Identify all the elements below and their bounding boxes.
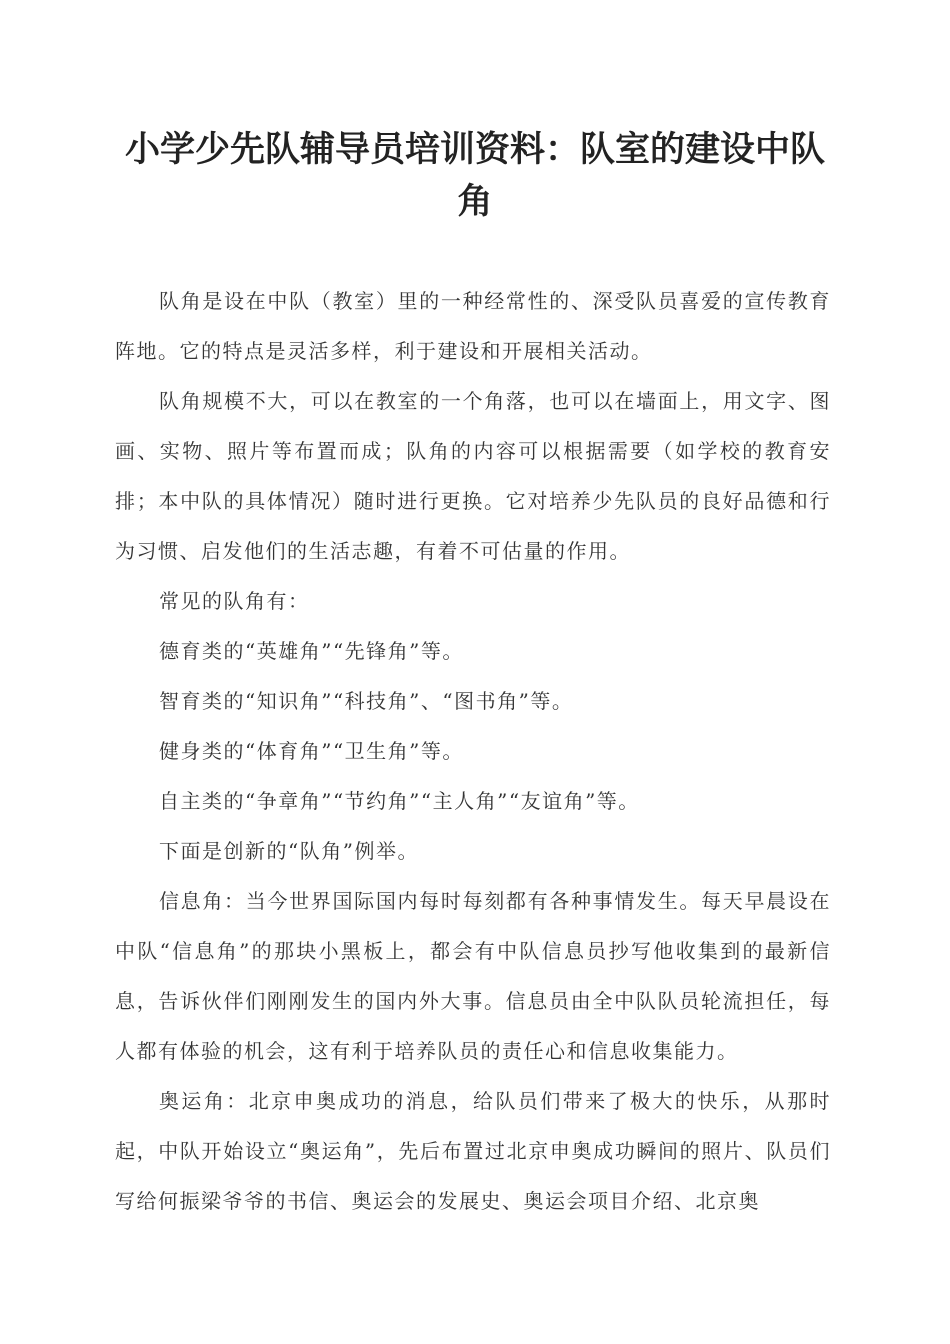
document-body	[115, 276, 831, 1226]
paragraph-moral: 德育类的“英雄角”“先锋角”等。	[159, 639, 464, 663]
paragraph-common-types: 常见的队角有：	[159, 589, 310, 613]
paragraph-scale: 队角规模不大，可以在教室的一个角落，也可以在墙面上，用文字、图画、实物、照片等布置而成；队角的内容可以根据需要（如学校的教育安排；本中队的具体情况）随时进行更换。它对培养少先队员的良好品德和行为习惯、启发他们的生活志趣，有着不可估量的作用。	[115, 389, 831, 563]
paragraph-olympic-corner: 奥运角：北京申奥成功的消息，给队员们带来了极大的快乐，从那时起，中队开始设立“奥运角”，先后布置过北京申奥成功瞬间的照片、队员们写给何振梁爷爷的书信、奥运会的发展史、奥运会项目介绍、北京奥	[115, 1089, 831, 1213]
paragraph-intro: 队角是设在中队（教室）里的一种经常性的、深受队员喜爱的宣传教育阵地。它的特点是灵活多样，利于建设和开展相关活动。	[115, 289, 831, 363]
paragraph-intellectual: 智育类的“知识角”“科技角”、“图书角”等。	[159, 689, 574, 713]
document-title: 小学少先队辅导员培训资料：队室的建设中队角	[124, 129, 825, 222]
paragraph-autonomy: 自主类的“争章角”“节约角”“主人角”“友谊角”等。	[159, 789, 640, 813]
paragraph-info-corner: 信息角：当今世界国际国内每时每刻都有各种事情发生。每天早晨设在中队“信息角”的那块小黑板上，都会有中队信息员抄写他收集到的最新信息，告诉伙伴们刚刚发生的国内外大事。信息员由全中队队员轮流担任，每人都有体验的机会，这有利于培养队员的责任心和信息收集能力。	[115, 889, 831, 1063]
paragraph-fitness: 健身类的“体育角”“卫生角”等。	[159, 739, 464, 763]
paragraph-examples-intro: 下面是创新的“队角”例举。	[159, 839, 419, 863]
